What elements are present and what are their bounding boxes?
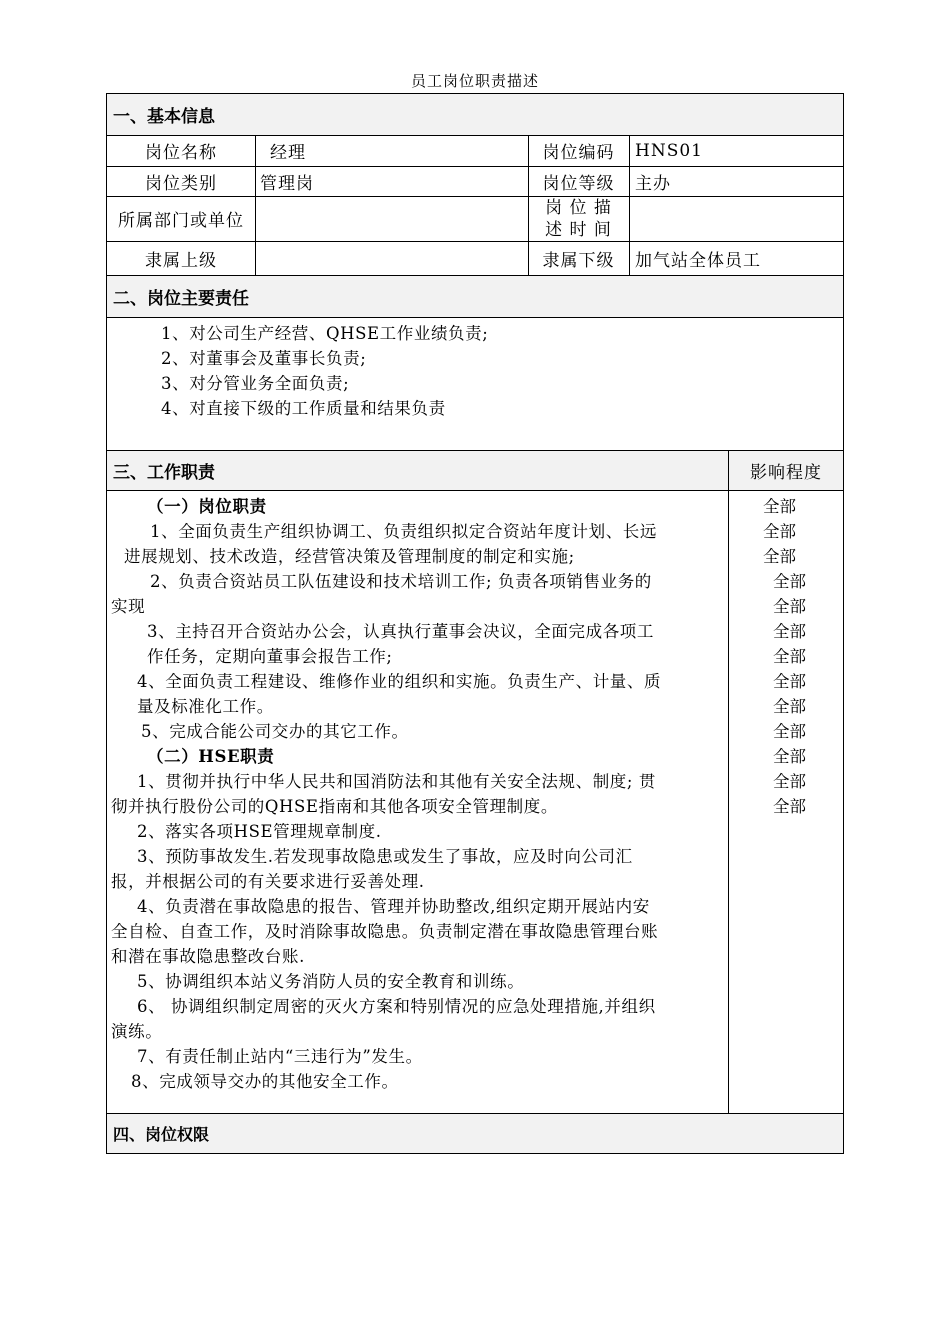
responsibility-item: 2、对董事会及董事长负责;	[161, 349, 367, 368]
desc-time-label-line1: 岗 位 描	[545, 197, 612, 218]
duty-subheading: （二）HSE职责	[147, 747, 275, 766]
duty-line: 8、完成领导交办的其他安全工作。	[131, 1072, 399, 1091]
duty-line: 演练。	[111, 1022, 163, 1041]
influence-value: 全部	[773, 597, 806, 616]
subordinate-value: 加气站全体员工	[635, 250, 761, 271]
responsibility-item: 4、对直接下级的工作质量和结果负责	[161, 399, 446, 418]
influence-value: 全部	[763, 497, 796, 516]
superior-value	[260, 241, 520, 275]
position-category-label: 岗位类别	[145, 173, 217, 194]
responsibility-item: 3、对分管业务全面负责;	[161, 374, 350, 393]
influence-value: 全部	[773, 722, 806, 741]
duty-line: 7、有责任制止站内“三违行为”发生。	[137, 1047, 423, 1066]
duty-line: 报，并根据公司的有关要求进行妥善处理.	[111, 872, 425, 891]
responsibility-item: 1、对公司生产经营、QHSE工作业绩负责;	[161, 324, 489, 343]
duty-line: 1、贯彻并执行中华人民共和国消防法和其他有关安全法规、制度; 贯	[137, 772, 657, 791]
duty-line: 5、协调组织本站义务消防人员的安全教育和训练。	[137, 972, 525, 991]
influence-value: 全部	[773, 622, 806, 641]
duty-line: 量及标准化工作。	[137, 697, 274, 716]
duty-line: 3、预防事故发生.若发现事故隐患或发生了事故，应及时向公司汇	[137, 847, 633, 866]
duty-line: 彻并执行股份公司的QHSE指南和其他各项安全管理制度。	[111, 797, 558, 816]
duty-line: 5、完成合能公司交办的其它工作。	[141, 722, 409, 741]
influence-value: 全部	[773, 747, 806, 766]
duty-subheading: （一）岗位职责	[147, 497, 267, 516]
position-name-value: 经理	[270, 143, 306, 163]
desc-time-label-line2: 述 时 间	[545, 219, 612, 240]
duty-line: 作任务，定期向董事会报告工作;	[147, 647, 393, 666]
position-name-label: 岗位名称	[145, 143, 217, 163]
department-label: 所属部门或单位	[118, 211, 244, 231]
superior-label: 隶属上级	[145, 250, 217, 271]
duty-line: 4、负责潜在事故隐患的报告、管理并协助整改,组织定期开展站内安	[137, 897, 650, 916]
duty-line: 4、全面负责工程建设、维修作业的组织和实施。负责生产、计量、质	[137, 672, 662, 691]
desc-time-label	[528, 196, 629, 241]
influence-value: 全部	[773, 572, 806, 591]
position-code-value: HNS01	[635, 140, 703, 161]
duty-line: 进展规划、技术改造，经营管决策及管理制度的制定和实施;	[124, 547, 575, 566]
influence-value: 全部	[763, 547, 796, 566]
position-code-label: 岗位编码	[542, 143, 615, 163]
subordinate-label: 隶属下级	[542, 250, 615, 271]
position-category-value: 管理岗	[260, 173, 314, 194]
desc-time-value	[635, 196, 835, 241]
duty-line: 2、负责合资站员工队伍建设和技术培训工作; 负责各项销售业务的	[150, 572, 652, 591]
job-description-table	[106, 93, 844, 1154]
duty-line: 全自检、自查工作，及时消除事故隐患。负责制定潜在事故隐患管理台账	[111, 922, 659, 941]
duty-line: 实现	[111, 597, 146, 616]
duty-line: 3、主持召开合资站办公会，认真执行董事会决议，全面完成各项工	[147, 622, 654, 641]
duty-line: 2、落实各项HSE管理规章制度.	[137, 822, 382, 841]
page-title: 员工岗位职责描述	[410, 72, 539, 90]
position-level-label: 岗位等级	[542, 173, 615, 194]
section-main-responsibilities-header: 二、岗位主要责任	[107, 276, 843, 317]
duty-line: 和潜在事故隐患整改台账.	[111, 947, 305, 966]
influence-value: 全部	[773, 647, 806, 666]
section-work-duties-header: 三、工作职责	[107, 451, 728, 490]
position-level-value: 主办	[635, 173, 671, 194]
duty-line: 6、 协调组织制定周密的灭火方案和特别情况的应急处理措施,并组织	[137, 997, 656, 1016]
section-basic-info-header: 一、基本信息	[107, 94, 843, 135]
duty-line: 1、全面负责生产组织协调工、负责组织拟定合资站年度计划、长远	[150, 522, 657, 541]
department-value	[260, 196, 520, 241]
influence-value: 全部	[773, 672, 806, 691]
influence-value: 全部	[773, 697, 806, 716]
influence-value: 全部	[763, 522, 796, 541]
section-authority-header: 四、岗位权限	[107, 1114, 843, 1153]
influence-value: 全部	[773, 772, 806, 791]
influence-value: 全部	[773, 797, 806, 816]
influence-degree-header: 影响程度	[729, 451, 843, 490]
